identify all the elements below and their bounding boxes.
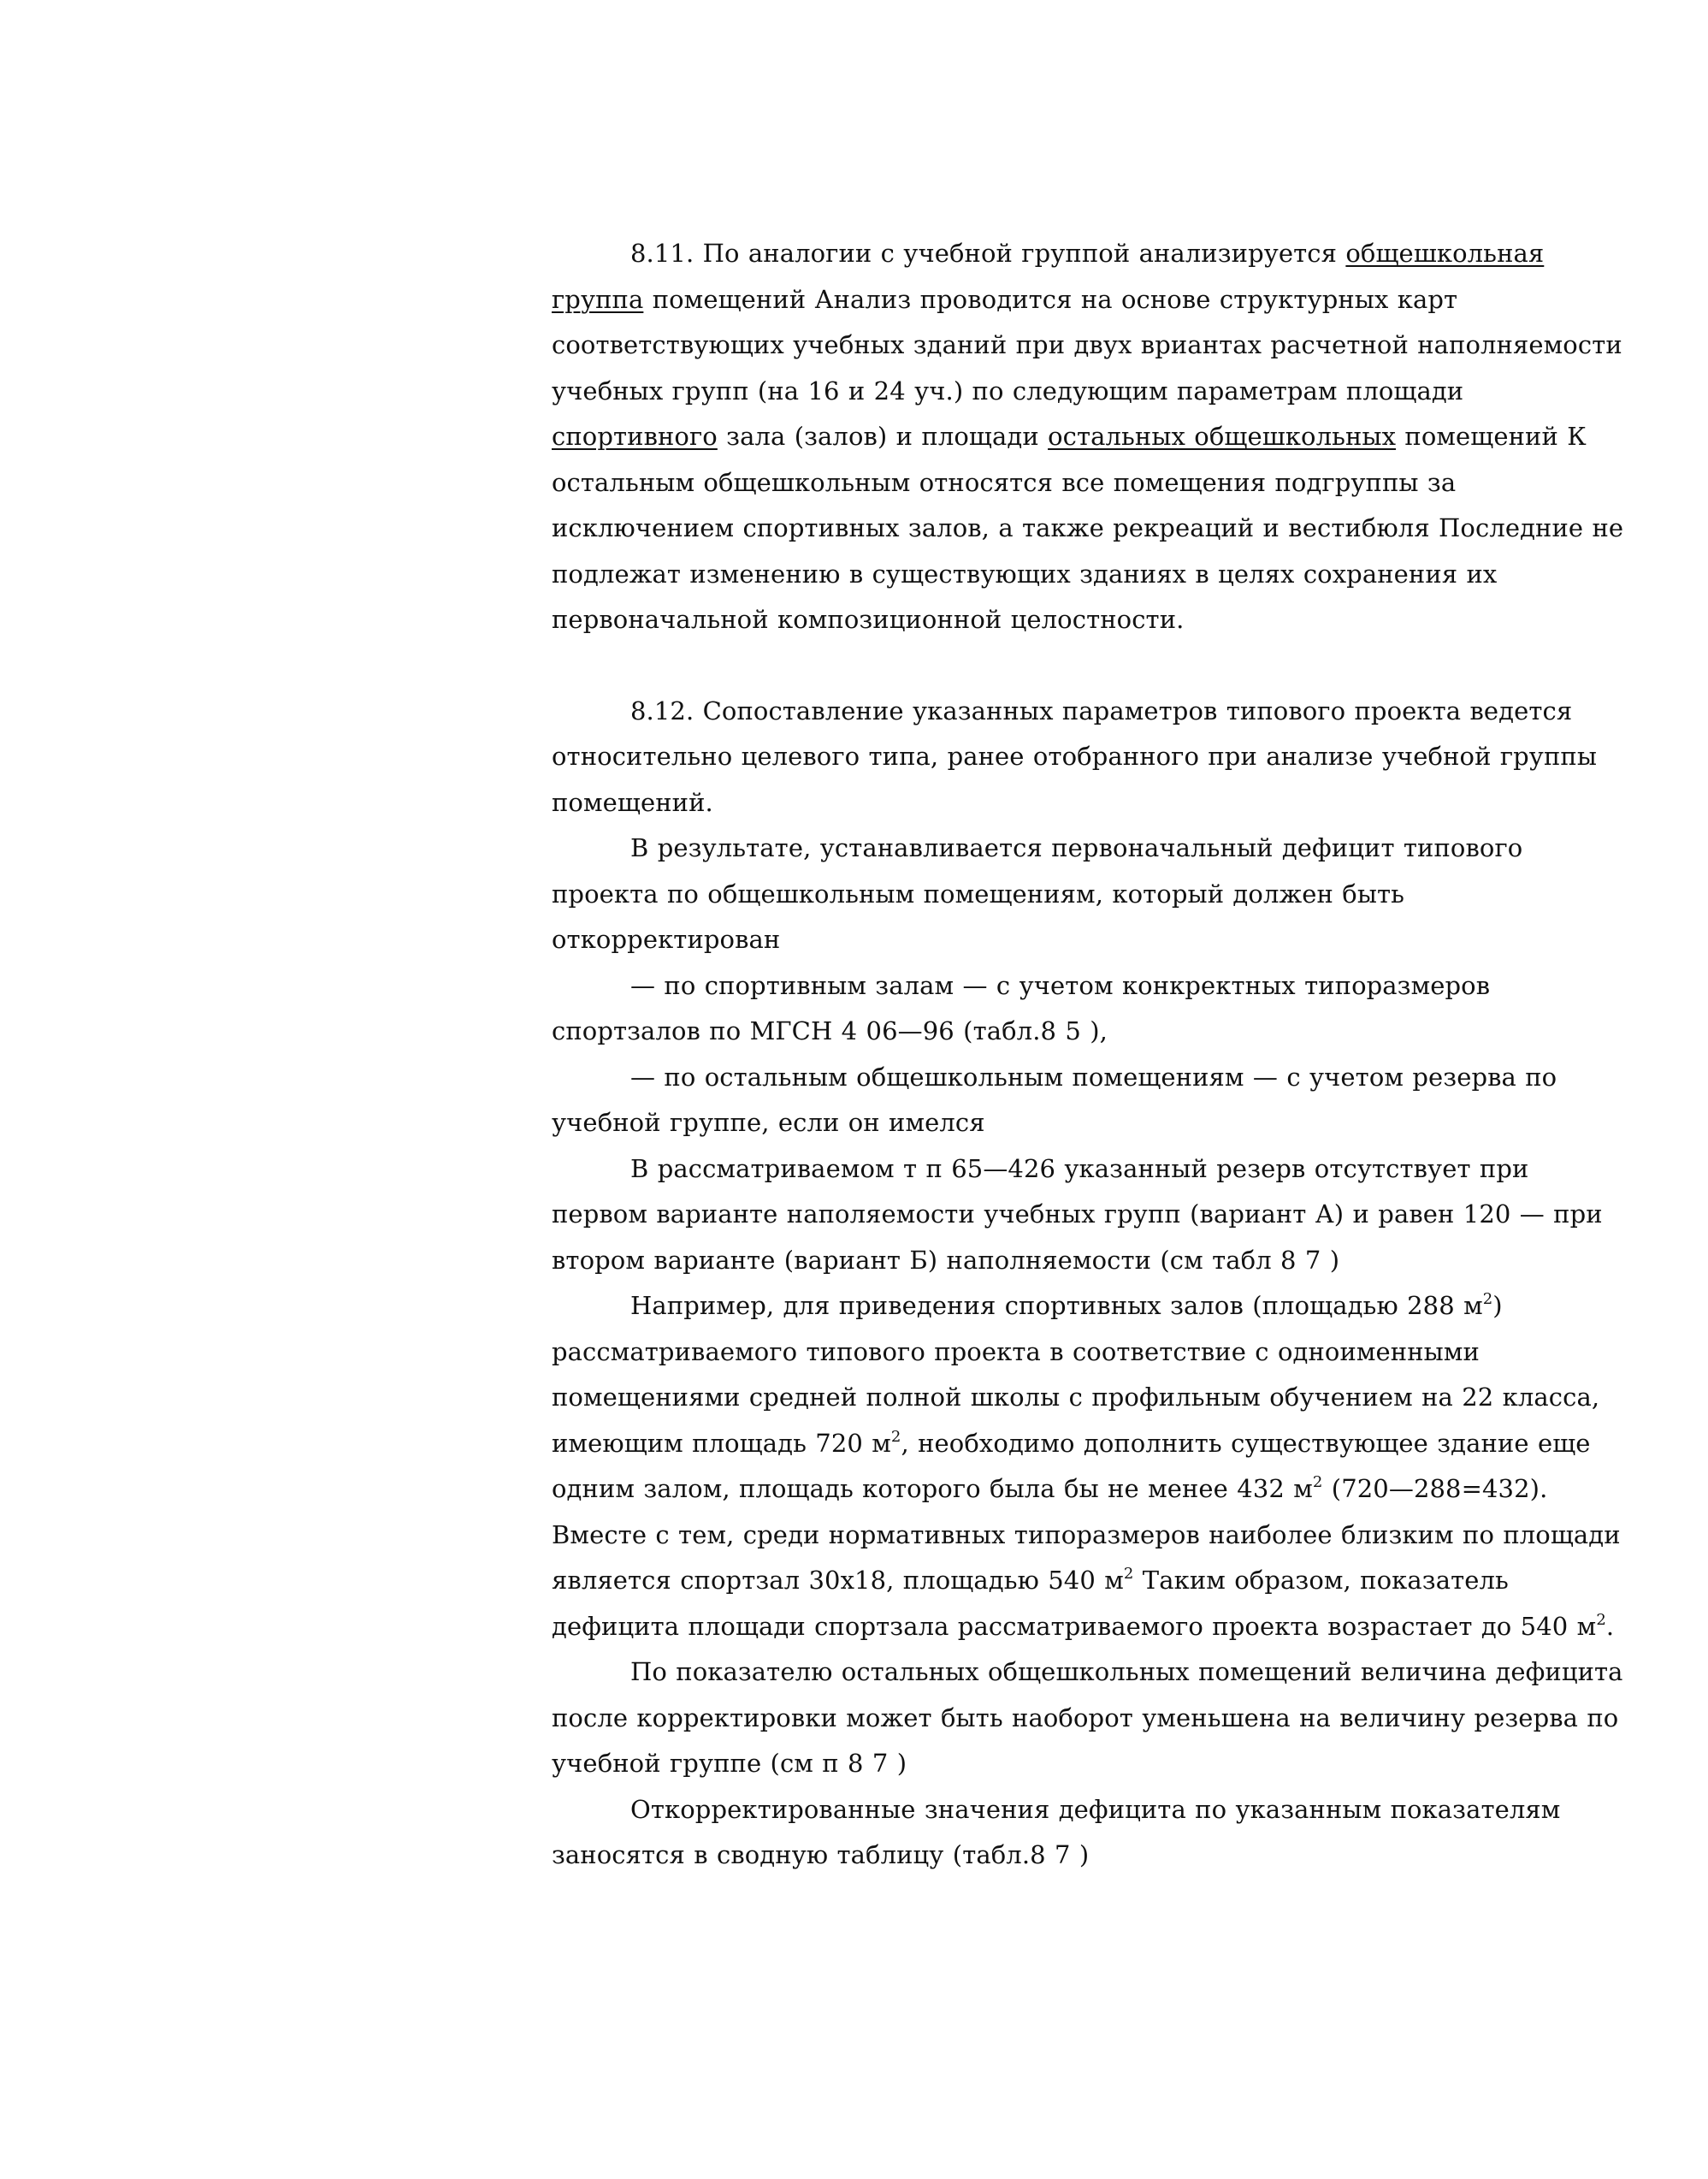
- paragraph-reserve: В рассматриваемом т п 65—426 указанный резерв отсутствует при первом варианте наполяемости учебных групп (вариант А) и равен 120 — при втором варианте (вариант Б) наполняемости (см табл 8 7 ): [552, 1153, 1603, 1275]
- superscript: 2: [1312, 1473, 1323, 1491]
- superscript: 2: [1596, 1610, 1606, 1629]
- example-text-e: Таким образом, показатель дефицита площади спортзала рассматриваемого проекта возрастает до 540 м: [552, 1566, 1597, 1641]
- paragraph-8-12: 8.12. Сопоставление указанных параметров типового проекта ведется относительно целевого типа, ранее отобранного при анализе учебной группы помещений.: [552, 696, 1597, 817]
- p811-text-b: помещений Анализ проводится на основе структурных карт соответствующих учебных зданий при двух вриантах расчетной наполняемости учебных групп (на 16 и 24 уч.) по следующим параметрам площади: [552, 284, 1622, 406]
- paragraph-dash-sport-halls: — по спортивным залам — с учетом конкректных типоразмеров спортзалов по МГСН 4 06—96 (табл.8 5 ),: [552, 970, 1491, 1045]
- example-text-f: .: [1605, 1611, 1615, 1641]
- p811-underlined-1: общешкольная группа: [552, 239, 1545, 314]
- paragraph-other-rooms: По показателю остальных общешкольных помещений величина дефицита после корректировки может быть наоборот уменьшена на величину резерва по учебной группе (см п 8 7 ): [552, 1657, 1623, 1778]
- example-text-a: Например, для приведения спортивных залов (площадью 288 м: [630, 1291, 1483, 1320]
- p811-underlined-3: остальных общешкольных: [1048, 422, 1397, 451]
- superscript: 2: [1482, 1290, 1493, 1308]
- p811-text-d: помещений К остальным общешкольным относятся все помещения подгруппы за исключением спортивных залов, а также рекреаций и вестибюля Последние не подлежат изменению в существующих зданиях в целях сохранения их первоначальной композиционной целостности.: [552, 422, 1624, 634]
- p811-underlined-2: спортивного: [552, 422, 718, 451]
- p811-text-c: зала (залов) и площади: [717, 422, 1049, 451]
- superscript: 2: [890, 1427, 901, 1446]
- p811-text-a: 8.11. По аналогии с учебной группой анализируется: [630, 239, 1346, 268]
- paragraph-example: [552, 1283, 1629, 1649]
- example-text-b: ) рассматриваемого типового проекта в соответствие с одноименными помещениями средней полной школы с профильным обучением на 22 класса, имеющим площадь 720 м: [552, 1291, 1600, 1458]
- document-page: [552, 231, 1629, 1879]
- example-text-d: (720—288=432). Вместе с тем, среди нормативных типоразмеров наиболее близким по площади является спортзал 30х18, площадью 540 м: [552, 1474, 1621, 1595]
- example-text-c: , необходимо дополнить существующее здание еще одним залом, площадь которого была бы не менее 432 м: [552, 1428, 1591, 1503]
- paragraph-dash-other-rooms: — по остальным общешкольным помещениям — с учетом резерва по учебной группе, если он имелся: [552, 1062, 1557, 1137]
- paragraph-result: В результате, устанавливается первоначальный дефицит типового проекта по общешкольным помещениям, который должен быть откорректирован: [552, 833, 1523, 954]
- superscript: 2: [1123, 1565, 1134, 1583]
- paragraph-final: Откорректированные значения дефицита по указанным показателям заносятся в сводную таблицу (табл.8 7 ): [552, 1794, 1561, 1869]
- paragraph-8-11: [552, 231, 1629, 643]
